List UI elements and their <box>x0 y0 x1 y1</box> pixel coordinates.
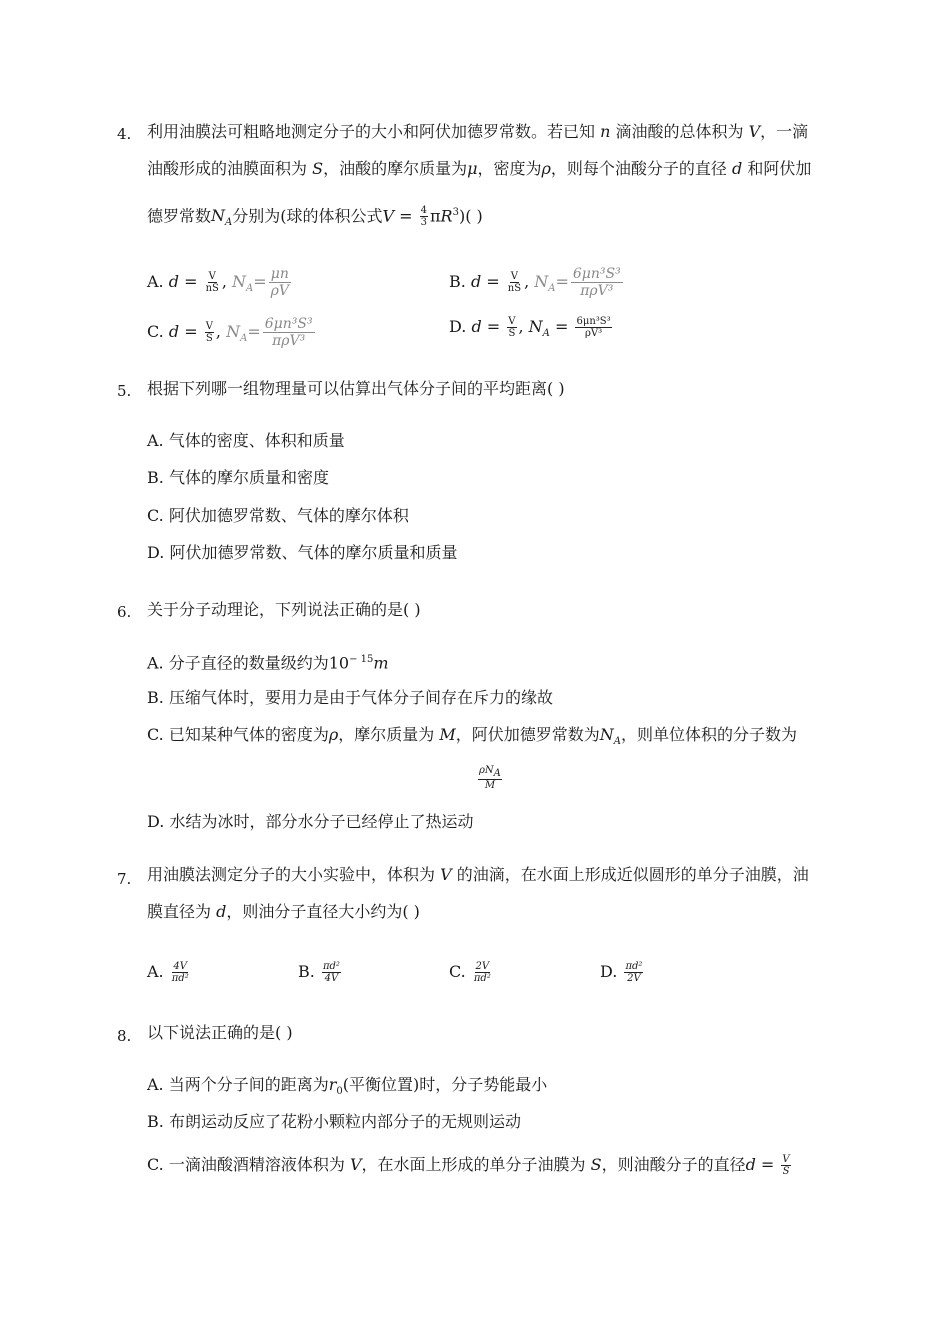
option-b[interactable]: B. 布朗运动反应了花粉小颗粒内部分子的无规则运动 <box>147 1112 521 1131</box>
question-stem-line-3: 德罗常数$N_A$分别为(球的体积公式V = $\frac{4}{3}$ $\pi R^3$)( ) <box>147 205 483 229</box>
question-stem: 以下说法正确的是( ) <box>147 1023 293 1042</box>
option-b[interactable]: B. d = $\frac{V}{nS}$ , $N_A=$ 6μn³S³ πρV³ <box>449 266 621 299</box>
option-a[interactable]: A. 气体的密度、体积和质量 <box>147 431 345 450</box>
option-c[interactable]: C. $\frac{2V}{\text{πd²}}$ <box>449 961 491 984</box>
option-c[interactable]: C. 阿伏加德罗常数、气体的摩尔体积 <box>147 506 409 525</box>
question-stem: 根据下列哪一组物理量可以估算出气体分子间的平均距离( ) <box>147 379 565 398</box>
option-c[interactable]: C. 一滴油酸酒精溶液体积为 V，在水面上形成的单分子油膜为 S，则油酸分子的直径d = $\frac{V}{S}$ <box>147 1154 790 1177</box>
option-d[interactable]: D. 水结为冰时，部分水分子已经停止了热运动 <box>147 812 474 831</box>
volume-fraction: $\frac{4}{3}$ <box>420 205 428 229</box>
option-b[interactable]: B. 气体的摩尔质量和密度 <box>147 468 329 487</box>
option-a[interactable]: A. 分子直径的数量级约为$10^{- 15}m$ <box>147 653 389 673</box>
option-a[interactable]: A. $\frac{4V}{\text{πd²}}$ <box>147 961 189 984</box>
option-b[interactable]: B. $\frac{\text{πd²}}{4V}$ <box>298 961 340 984</box>
option-c[interactable]: C. d = $\frac{V}{S}$ , $N_A=$ 6μn³S³ πρV³ <box>147 316 313 349</box>
option-d[interactable]: D. $\frac{\text{πd²}}{2V}$ <box>600 961 643 984</box>
option-d[interactable]: D. d = $\frac{V}{S}$ , $N_A$ = $\frac{\text{6μn³S³}}{\text{ρV³}}$ <box>449 316 611 340</box>
question-number: 5. <box>117 382 132 400</box>
option-c[interactable]: C. 已知某种气体的密度为ρ，摩尔质量为 M，阿伏加德罗常数为$N_A$，则单位体积的分子数为 <box>147 725 798 748</box>
question-stem-line-1: 利用油膜法可粗略地测定分子的大小和阿伏加德罗常数。若已知 n 滴油酸的总体积为 V，一滴 <box>147 122 809 141</box>
question-number: 8. <box>117 1027 132 1045</box>
question-stem-line-2: 油酸形成的油膜面积为 S，油酸的摩尔质量为μ，密度为ρ，则每个油酸分子的直径 d 和阿伏加 <box>147 159 812 178</box>
option-c-fraction: $\frac{\rho N_A}{M}$ <box>479 765 501 791</box>
option-a[interactable]: A. 当两个分子间的距离为$r_0$(平衡位置)时，分子势能最小 <box>147 1075 548 1098</box>
question-stem-line-1: 用油膜法测定分子的大小实验中，体积为 V 的油滴，在水面上形成近似圆形的单分子油膜，油 <box>147 865 809 884</box>
question-stem-line-2: 膜直径为 d，则油分子直径大小约为( ) <box>147 902 420 921</box>
option-a[interactable]: A. d = $\frac{V}{nS}$ , $N_A=$ $\frac{\mu n}{\rho V}$ <box>147 266 290 299</box>
question-number: 6. <box>117 603 132 621</box>
option-d[interactable]: D. 阿伏加德罗常数、气体的摩尔质量和质量 <box>147 543 458 562</box>
question-number: 4. <box>117 125 132 143</box>
question-stem: 关于分子动理论，下列说法正确的是( ) <box>147 600 421 619</box>
option-b[interactable]: B. 压缩气体时，要用力是由于气体分子间存在斥力的缘故 <box>147 688 553 707</box>
question-number: 7. <box>117 870 132 888</box>
